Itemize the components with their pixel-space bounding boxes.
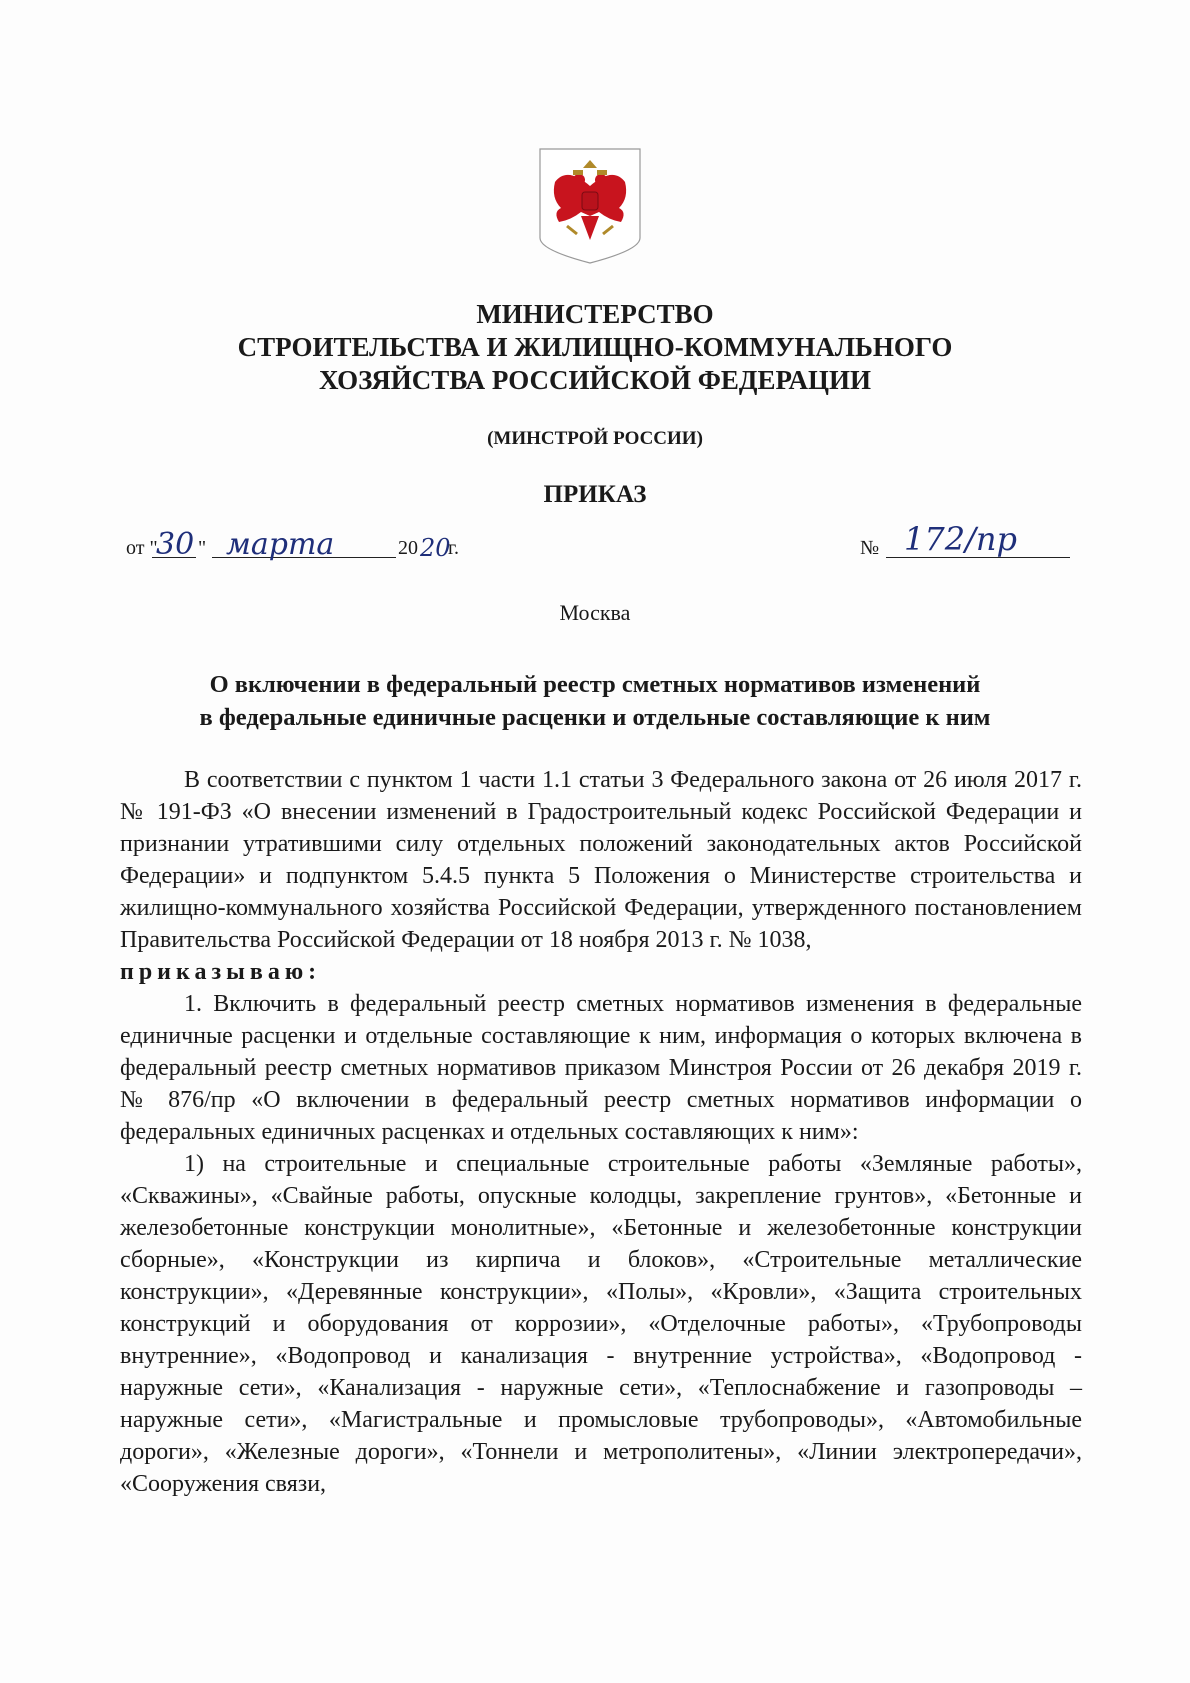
paragraph-subitem-1: 1) на строительные и специальные строительные работы «Земляные работы», «Скважины», «Свайные работы, опускные колодцы, закрепление грунтов», «Бетонные и железобетонные конструкции монолитные», «Бетонные и железобетонные конструкции сборные», «Конструкции из кирпича и блоков», «Строительные металлические конструкции», «Деревянные конструкции», «Полы», «Кровли», «Защита строительных конструкций и оборудования от коррозии», «Отделочные работы», «Трубопроводы внутренние», «Водопровод и канализация - внутренние устройства», «Водопровод - наружные сети», «Канализация - наружные сети», «Теплоснабжение и газопроводы – наружные сети», «Магистральные и промысловые трубопроводы», «Автомобильные дороги», «Железные дороги», «Тоннели и метрополитены», «Линии электропередачи», «Сооружения связи, bbox=[120, 1151, 1082, 1497]
subject-line-1: О включении в федеральный реестр сметных нормативов изменений bbox=[209, 671, 981, 698]
ministry-line-3: ХОЗЯЙСТВА РОССИЙСКОЙ ФЕДЕРАЦИИ bbox=[318, 365, 872, 395]
date-year-end: г. bbox=[448, 537, 459, 559]
number-value: 172/пр bbox=[904, 520, 1017, 558]
order-date bbox=[126, 527, 466, 566]
city: Москва bbox=[559, 600, 631, 625]
document-body bbox=[120, 764, 1082, 1500]
order-number bbox=[860, 520, 1070, 566]
document-type: ПРИКАЗ bbox=[543, 481, 647, 508]
date-prefix: от " bbox=[126, 537, 158, 559]
date-year-prefix: 20 bbox=[398, 537, 418, 559]
date-year-suffix: 20 bbox=[420, 534, 451, 562]
subject-line-2: в федеральные единичные расценки и отдельные составляющие к ним bbox=[199, 704, 991, 731]
document-subject bbox=[130, 668, 1060, 734]
paragraph-preamble: В соответствии с пунктом 1 части 1.1 статьи 3 Федерального закона от 26 июля 2017 г. № 191-ФЗ «О внесении изменений в Градостроительный кодекс Российской Федерации и признании утратившими силу отдельных положений законодательных актов Российской Федерации» и подпунктом 5.4.5 пункта 5 Положения о Министерстве строительства и жилищно-коммунального хозяйства Российской Федерации, утвержденного постановлением Правительства Российской Федерации от 18 ноября 2013 г. № 1038, bbox=[120, 767, 1082, 953]
ministry-line-1: МИНИСТЕРСТВО bbox=[476, 299, 714, 329]
date-day: 30 bbox=[156, 527, 195, 562]
order-word: приказываю: bbox=[120, 959, 322, 985]
ministry-name bbox=[140, 298, 1050, 397]
coat-of-arms-icon bbox=[537, 146, 643, 266]
ministry-short-name: (МИНСТРОЙ РОССИИ) bbox=[487, 428, 703, 449]
order-word-line bbox=[120, 956, 1082, 988]
number-prefix: № bbox=[860, 537, 880, 559]
ministry-line-2: СТРОИТЕЛЬСТВА И ЖИЛИЩНО-КОММУНАЛЬНОГО bbox=[237, 332, 953, 362]
date-month: марта bbox=[226, 527, 335, 562]
date-quote: " bbox=[198, 537, 207, 559]
paragraph-item-1: 1. Включить в федеральный реестр сметных нормативов изменения в федеральные единичные расценки и отдельные составляющие к ним, информация о которых включена в федеральный реестр сметных нормативов приказом Минстроя России от 26 декабря 2019 г. № 876/пр «О включении в федеральный реестр сметных нормативов информации о федеральных единичных расценках и отдельных составляющих к ним»: bbox=[120, 991, 1082, 1145]
